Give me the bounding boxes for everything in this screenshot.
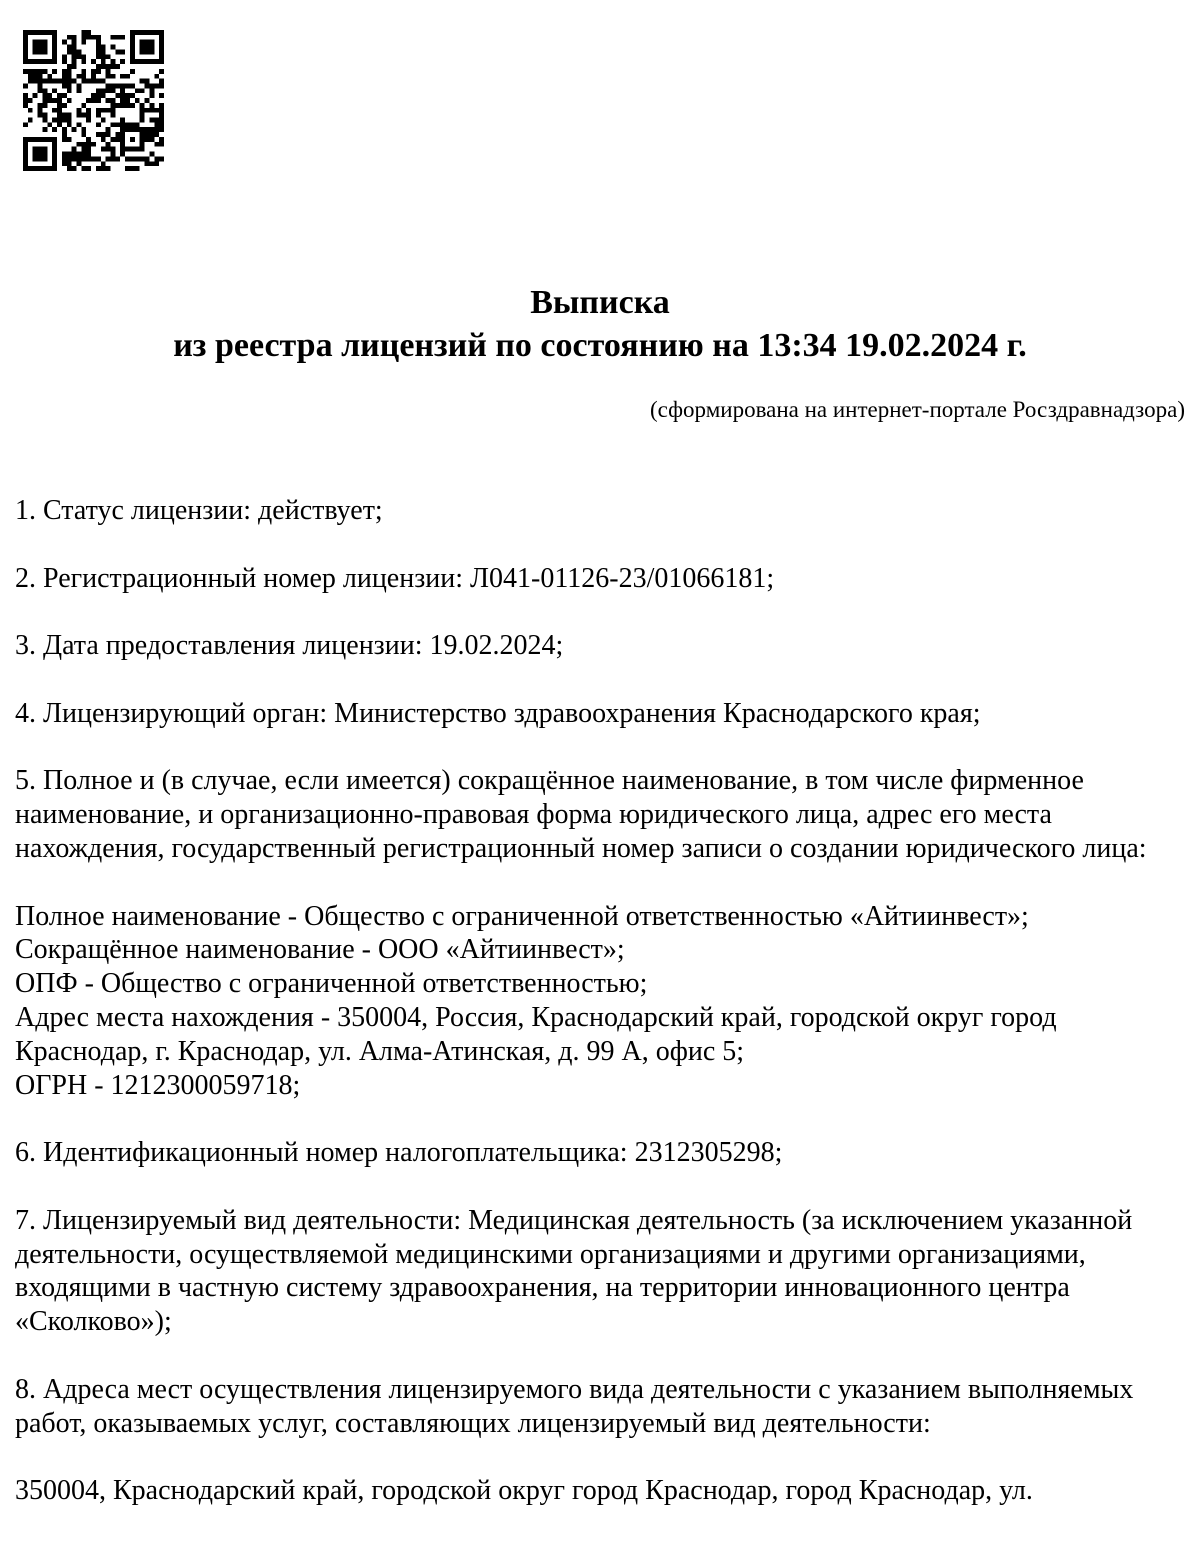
paragraph-activity-address xyxy=(15,1474,1190,1508)
paragraph-license-status xyxy=(15,494,1190,528)
paragraph-line: Полное наименование - Общество с ограниченной ответственностью «Айтиинвест»; xyxy=(15,900,1029,932)
document-subtitle: (сформирована на интернет-портале Росздравнадзора) xyxy=(650,397,1185,422)
paragraph-line: 2. Регистрационный номер лицензии: Л041-01126-23/01066181; xyxy=(15,562,775,594)
paragraph-line: работ, оказываемых услуг, составляющих лицензируемый вид деятельности: xyxy=(15,1407,931,1439)
paragraph-line: 3. Дата предоставления лицензии: 19.02.2024; xyxy=(15,630,564,662)
paragraph-activity-addresses-heading xyxy=(15,1373,1190,1441)
paragraph-line: нахождения, государственный регистрационный номер записи о создании юридического лица: xyxy=(15,832,1147,864)
paragraph-organization-details xyxy=(15,900,1190,1103)
paragraph-line: ОГРН - 1212300059718; xyxy=(15,1069,301,1101)
paragraph-licensing-authority xyxy=(15,697,1190,731)
paragraph-line: 5. Полное и (в случае, если имеется) сокращённое наименование, в том числе фирменное xyxy=(15,765,1084,797)
paragraph-line: 7. Лицензируемый вид деятельности: Медицинская деятельность (за исключением указанной xyxy=(15,1204,1133,1236)
paragraph-line: «Сколково»); xyxy=(15,1306,172,1338)
paragraph-line: 8. Адреса мест осуществления лицензируемого вида деятельности с указанием выполняемых xyxy=(15,1373,1134,1405)
paragraph-line: 4. Лицензирующий орган: Министерство здравоохранения Краснодарского края; xyxy=(15,697,981,729)
paragraph-line: 6. Идентификационный номер налогоплательщика: 2312305298; xyxy=(15,1137,783,1169)
paragraph-line: Адрес места нахождения - 350004, Россия, Краснодарский край, городской округ город xyxy=(15,1001,1057,1033)
qr-code-image xyxy=(23,30,164,171)
paragraph-line: входящими в частную систему здравоохранения, на территории инновационного центра xyxy=(15,1272,1070,1304)
paragraph-line: 350004, Краснодарский край, городской округ город Краснодар, город Краснодар, ул. xyxy=(15,1475,1033,1507)
paragraph-line: Сокращённое наименование - ООО «Айтиинвест»; xyxy=(15,934,625,966)
paragraph-line: деятельности, осуществляемой медицинскими организациями и другими организациями, xyxy=(15,1238,1086,1270)
document-body xyxy=(15,494,1190,1508)
paragraph-organization-clause-heading xyxy=(15,764,1190,865)
paragraph-taxpayer-number xyxy=(15,1136,1190,1170)
paragraph-grant-date xyxy=(15,629,1190,663)
paragraph-line: Краснодар, г. Краснодар, ул. Алма-Атинская, д. 99 А, офис 5; xyxy=(15,1035,745,1067)
paragraph-line: 1. Статус лицензии: действует; xyxy=(15,495,383,526)
paragraph-line: ОПФ - Общество с ограниченной ответственностью; xyxy=(15,968,648,1000)
qr-code xyxy=(23,30,164,171)
paragraph-line: наименование, и организационно-правовая форма юридического лица, адрес его места xyxy=(15,799,1052,831)
document-title xyxy=(0,281,1200,367)
paragraph-licensed-activity xyxy=(15,1204,1190,1339)
document-title-line-2: из реестра лицензий по состоянию на 13:34 19.02.2024 г. xyxy=(173,327,1027,364)
document-title-line-1: Выписка xyxy=(530,284,670,321)
paragraph-registration-number xyxy=(15,562,1190,596)
